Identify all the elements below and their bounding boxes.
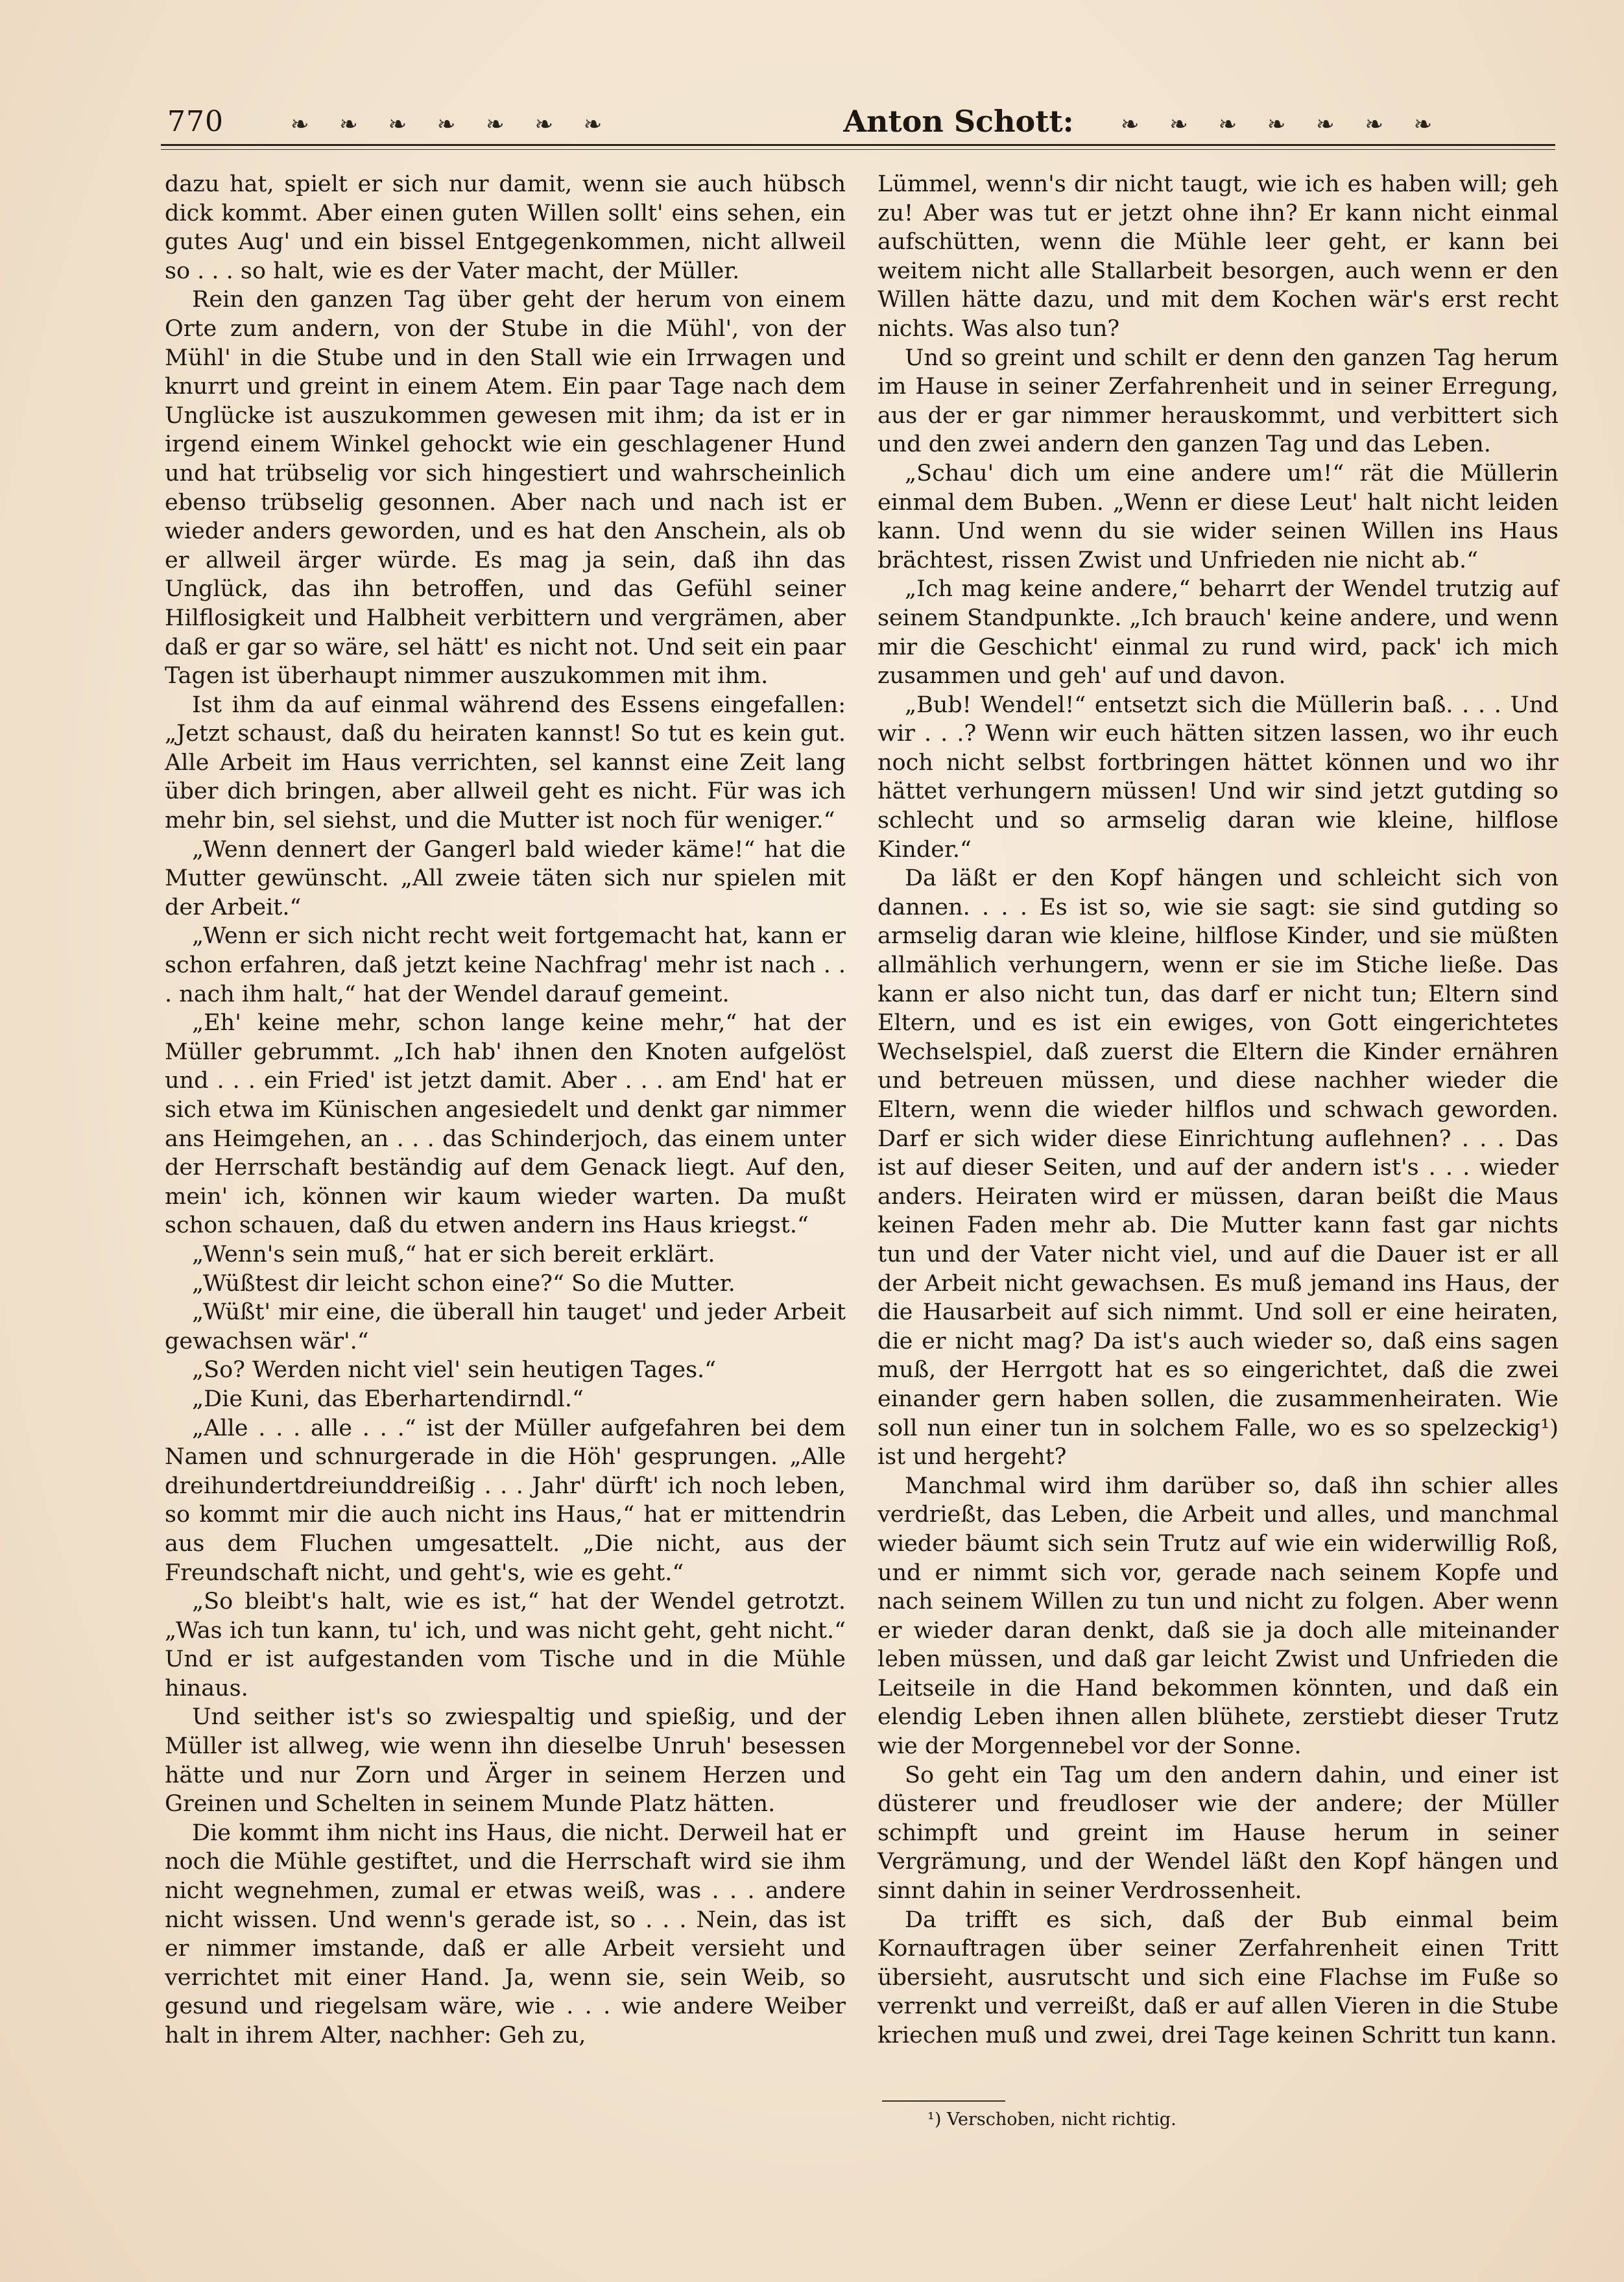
paragraph: Und seither ist's so zwiespaltig und spießig, und der Müller ist allweg, wie wenn ihn dieselbe Unruh' besessen hätte und nur Zorn und Ärger in seinem Herzen und Greinen und Schelten in seinem Munde Platz hätten. bbox=[165, 1704, 846, 1818]
header-rule bbox=[161, 144, 1555, 146]
paragraph: So geht ein Tag um den andern dahin, und einer ist düsterer und freudloser wie der andere; der Müller schimpft und greint im Hause herum in seiner Vergrämung, und der Wendel läßt den Kopf hängen und sinnt dahin in seiner Verdrossenheit. bbox=[878, 1762, 1558, 1904]
paragraph: „Wenn's sein muß,“ hat er sich bereit erklärt. bbox=[192, 1241, 715, 1267]
header-rule-thin bbox=[161, 149, 1555, 150]
text-column-right bbox=[878, 170, 1558, 2050]
paragraph: „Alle . . . alle . . .“ ist der Müller aufgefahren bei dem Namen und schnurgerade in die Höh' gesprungen. „Alle dreihundertdreiunddreißig . . . Jahr' dürft' ich noch leben, so kommt mir die auch nicht ins Haus,“ hat er mittendrin aus dem Fluchen umgesattelt. „Die nicht, aus der Freundschaft nicht, und geht's, wie es geht.“ bbox=[165, 1415, 846, 1586]
ornament-right: ❧ ❧ ❧ ❧ ❧ ❧ ❧ bbox=[1121, 112, 1444, 138]
paragraph: Lümmel, wenn's dir nicht taugt, wie ich es haben will; geh zu! Aber was tut er jetzt ohne ihn? Er kann nicht einmal aufschütten, wenn die Mühle leer geht, er kann bei weitem nicht alle Stallarbeit besorgen, auch wenn er den Willen hätte dazu, und mit dem Kochen wär's erst recht nichts. Was also tun? bbox=[878, 171, 1558, 342]
paragraph: „Wenn er sich nicht recht weit fortgemacht hat, kann er schon erfahren, daß jetzt keine Nachfrag' mehr ist nach . . . nach ihm halt,“ hat der Wendel darauf gemeint. bbox=[165, 923, 846, 1007]
paragraph: dazu hat, spielt er sich nur damit, wenn sie auch hübsch dick kommt. Aber einen guten Willen sollt' eins sehen, ein gutes Aug' und ein bissel Entgegenkommen, nicht allweil so . . . so halt, wie es der Vater macht, der Müller. bbox=[165, 171, 846, 284]
page-header bbox=[161, 97, 1555, 149]
paragraph: „So? Werden nicht viel' sein heutigen Tages.“ bbox=[192, 1357, 717, 1384]
paragraph: „Wüßt' mir eine, die überall hin tauget' und jeder Arbeit gewachsen wär'.“ bbox=[165, 1299, 846, 1354]
footnote-rule bbox=[882, 2100, 1005, 2102]
paragraph: „Wenn dennert der Gangerl bald wieder käme!“ hat die Mutter gewünscht. „All zweie täten sich nur spielen mit der Arbeit.“ bbox=[165, 836, 846, 920]
text-column-left bbox=[165, 170, 846, 2050]
paragraph: „Die Kuni, das Eberhartendirndl.“ bbox=[192, 1386, 584, 1412]
paragraph: „Bub! Wendel!“ entsetzt sich die Müllerin baß. . . . Und wir . . .? Wenn wir euch hätten sitzen lassen, wo ihr euch noch nicht selbst fortbringen hättet können und wo ihr hättet verhungern müssen! Und wir sind jetzt gutding so schlecht und so armselig daran wie kleine, hilflose Kinder.“ bbox=[878, 691, 1558, 863]
paragraph: Da trifft es sich, daß der Bub einmal beim Kornauftragen über seiner Zerfahrenheit einen Tritt übersieht, ausrutscht und sich eine Flachse im Fuße so verrenkt und verreißt, daß er auf allen Vieren in die Stube kriechen muß und zwei, drei Tage keinen Schritt tun kann. bbox=[878, 1906, 1558, 2048]
paragraph: Ist ihm da auf einmal während des Essens eingefallen: „Jetzt schaust, daß du heiraten kannst! So tut es kein gut. Alle Arbeit im Haus verrichten, sel kannst eine Zeit lang über dich bringen, aber allweil geht es nicht. Für was ich mehr bin, sel siehst, und die Mutter ist noch für weniger.“ bbox=[165, 691, 846, 834]
paragraph: „Ich mag keine andere,“ beharrt der Wendel trutzig auf seinem Standpunkte. „Ich brauch' keine andere, und wenn mir die Geschicht' einmal zu rund wird, pack' ich mich zusammen und geh' auf und davon. bbox=[878, 576, 1558, 690]
page-number: 770 bbox=[167, 105, 224, 138]
paragraph: Die kommt ihm nicht ins Haus, die nicht. Derweil hat er noch die Mühle gestiftet, und die Herrschaft wird sie ihm nicht wegnehmen, zumal er etwas weiß, was . . . andere nicht wissen. Und wenn's gerade ist, so . . . Nein, das ist er nimmer imstande, daß er alle Arbeit versieht und verrichtet mit einer Hand. Ja, wenn sie, sein Weib, so gesund und riegelsam wäre, wie . . . wie andere Weiber halt in ihrem Alter, nachher: Geh zu, bbox=[165, 1820, 846, 2048]
paragraph: „Schau' dich um eine andere um!“ rät die Müllerin einmal dem Buben. „Wenn er diese Leut' halt nicht leiden kann. Und wenn du sie wider seinen Willen ins Haus brächtest, rissen Zwist und Unfrieden nie nicht ab.“ bbox=[878, 460, 1558, 573]
paragraph: Und so greint und schilt er denn den ganzen Tag herum im Hause in seiner Zerfahrenheit und in seiner Erregung, aus der er gar nimmer herauskommt, und verbittert sich und den zwei andern den ganzen Tag und das Leben. bbox=[878, 344, 1558, 458]
ornament-left: ❧ ❧ ❧ ❧ ❧ ❧ ❧ bbox=[291, 112, 614, 138]
paragraph: „So bleibt's halt, wie es ist,“ hat der Wendel getrotzt. „Was ich tun kann, tu' ich, und was nicht geht, geht nicht.“ Und er ist aufgestanden vom Tische und in die Mühle hinaus. bbox=[165, 1589, 846, 1701]
footnote: ¹) Verschoben, nicht richtig. bbox=[927, 2109, 1176, 2130]
paragraph: Da läßt er den Kopf hängen und schleicht sich von dannen. . . . Es ist so, wie sie sagt: sie sind gutding so armselig daran wie kleine, hilflose Kinder, und sie müßten allmählich verhungern, wenn er sie im Stiche ließe. Das kann er also nicht tun, das darf er nicht tun; Eltern sind Eltern, und es ist ein ewiges, von Gott eingerichtetes Wechselspiel, daß zuerst die Eltern die Kinder ernähren und betreuen müssen, und diese nachher wieder die Eltern, wenn die wieder hilflos und schwach geworden. Darf er sich wider diese Einrichtung auflehnen? . . . Das ist auf dieser Seiten, und auf der andern ist's . . . wieder anders. Heiraten wird er müssen, daran beißt die Maus keinen Faden mehr ab. Die Mutter kann fast gar nichts tun und der Vater nicht viel, und auf die Dauer ist er all der Arbeit nicht gewachsen. Es muß jemand ins Haus, der die Hausarbeit auf sich nimmt. Und soll er eine heiraten, die er nicht mag? Da ist's auch wieder so, daß eins sagen muß, der Herrgott hat es so eingerichtet, daß die zwei einander gern haben sollen, die zusammenheiraten. Wie soll nun einer tun in solchem Falle, wo es so spelzeckig¹) ist und hergeht? bbox=[878, 865, 1558, 1471]
paragraph: „Eh' keine mehr, schon lange keine mehr,“ hat der Müller gebrummt. „Ich hab' ihnen den Knoten aufgelöst und . . . ein Fried' ist jetzt damit. Aber . . . am End' hat er sich etwa im Künischen angesiedelt und denkt gar nimmer ans Heimgehen, an . . . das Schinderjoch, das einem unter der Herrschaft beständig auf dem Genack liegt. Auf den, mein' ich, können wir kaum wieder warten. Da mußt schon schauen, daß du etwen andern ins Haus kriegst.“ bbox=[165, 1010, 846, 1239]
running-head: Anton Schott: bbox=[843, 104, 1074, 139]
paragraph: Rein den ganzen Tag über geht der herum von einem Orte zum andern, von der Stube in die Mühl', von der Mühl' in die Stube und in den Stall wie ein Irrwagen und knurrt und greint in einem Atem. Ein paar Tage nach dem Unglücke ist auszukommen gewesen mit ihm; da ist er in irgend einem Winkel gehockt wie ein geschlagener Hund und hat trübselig vor sich hingestiert und wahrscheinlich ebenso trübselig gesonnen. Aber nach und nach ist er wieder anders geworden, und es hat den Anschein, als ob er allweil ärger würde. Es mag ja sein, daß ihn das Unglück, das ihn betroffen, und das Gefühl seiner Hilflosigkeit und Halbheit verbittern und vergrämen, aber daß er gar so wäre, sel hätt' es nicht not. Und seit ein paar Tagen ist überhaupt nimmer auszukommen mit ihm. bbox=[165, 287, 846, 690]
paragraph: Manchmal wird ihm darüber so, daß ihn schier alles verdrießt, das Leben, die Arbeit und alles, und manchmal wieder bäumt sich sein Trutz auf wie ein widerwillig Roß, und er nimmt sich vor, gerade nach seinem Kopfe und nach seinem Willen zu tun und nicht zu folgen. Aber wenn er wieder daran denkt, daß sie ja doch alle miteinander leben müssen, und daß gar leicht Zwist und Unfrieden die Leitseile in die Hand bekommen könnten, und daß ein elendig Leben ihnen allen blühete, zerstiebt dieser Trutz wie der Morgennebel vor der Sonne. bbox=[878, 1472, 1558, 1760]
paragraph: „Wüßtest dir leicht schon eine?“ So die Mutter. bbox=[192, 1270, 735, 1297]
